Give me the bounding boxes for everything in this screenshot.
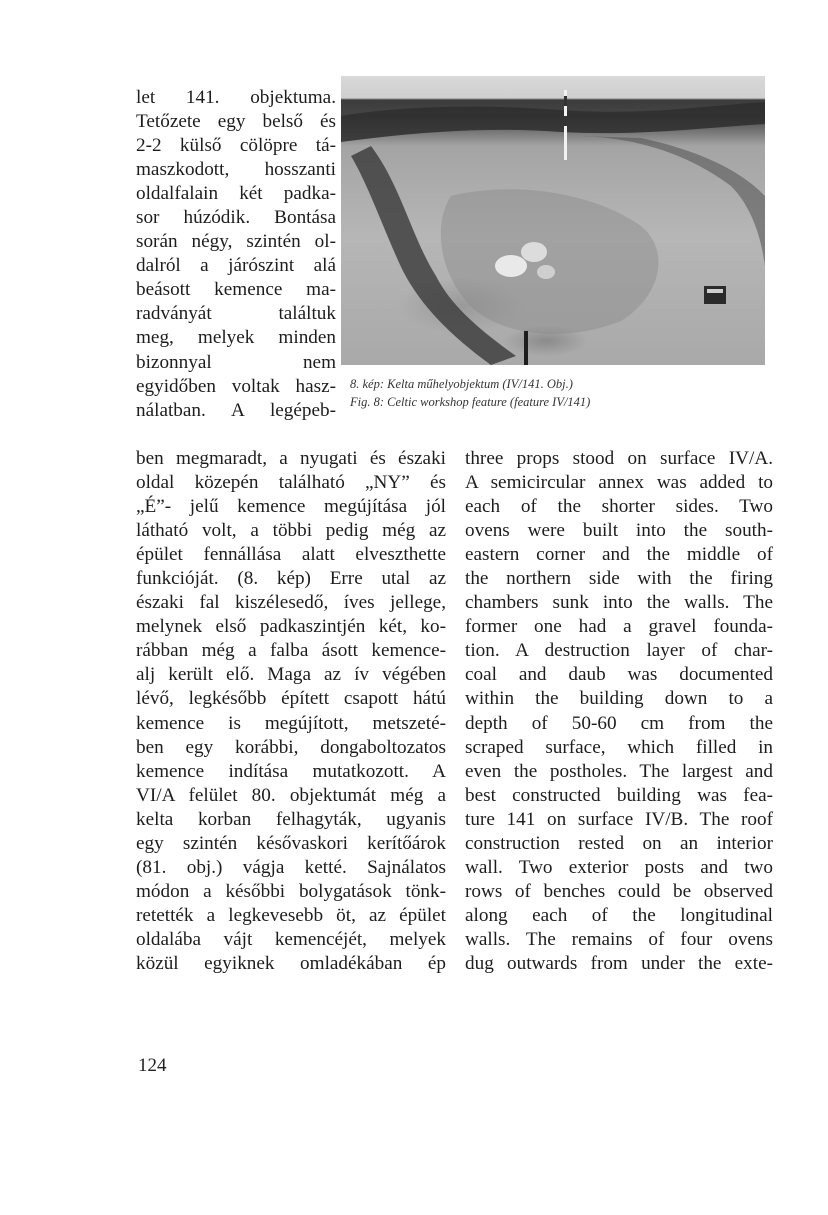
- text-line: ovens were built into the south-: [465, 520, 773, 542]
- hungarian-column-text: [136, 447, 446, 976]
- text-line: within the building down to a: [465, 688, 773, 710]
- text-line: ture 141 on surface IV/B. The roof: [465, 808, 773, 830]
- text-line: nálatban. A legépeb-: [136, 399, 336, 421]
- text-line: the northern side with the firing: [465, 568, 773, 590]
- text-line: melynek első padkaszintjén két, ko-: [136, 616, 446, 638]
- text-line: épület fennállása alatt elveszthette: [136, 544, 446, 566]
- text-line: módon a későbbi bolygatások tönk-: [136, 880, 446, 902]
- text-line: meg, melyek minden: [136, 327, 336, 349]
- photo-caption-english: Fig. 8: Celtic workshop feature (feature IV/141): [350, 395, 591, 409]
- text-line: (81. obj.) vágja ketté. Sajnálatos: [136, 856, 446, 878]
- text-line: radványát találtuk: [136, 303, 336, 325]
- text-line: beásott kemence ma-: [136, 279, 336, 301]
- text-line: maszkodott, hosszanti: [136, 159, 336, 181]
- text-line: sor húzódik. Bontása: [136, 207, 336, 229]
- text-line: kemence is megújított, metszeté-: [136, 712, 446, 734]
- text-line: even the postholes. The largest and: [465, 760, 773, 782]
- text-line: eastern corner and the middle of: [465, 544, 773, 566]
- text-line: oldalfalain két padka-: [136, 183, 336, 205]
- text-line: construction rested on an interior: [465, 832, 773, 854]
- text-line: egyidőben voltak hasz-: [136, 375, 336, 397]
- text-line: ben megmaradt, a nyugati és északi: [136, 448, 446, 469]
- text-line: kemence indítása mutatkozott. A: [136, 760, 446, 782]
- narrow-column-text: [136, 86, 336, 423]
- text-line: coal and daub was documented: [465, 664, 773, 686]
- text-line: ben egy korábbi, dongaboltozatos: [136, 736, 446, 758]
- text-line: three props stood on surface IV/A.: [465, 448, 773, 469]
- text-line: tion. A destruction layer of char-: [465, 640, 773, 662]
- text-line: „É”- jelű kemence megújítása jól: [136, 496, 446, 518]
- text-line: chambers sunk into the walls. The: [465, 592, 773, 614]
- text-line: Tetőzete egy belső és: [136, 111, 336, 133]
- text-line: each of the shorter sides. Two: [465, 496, 773, 518]
- text-line: along each of the longitudinal: [465, 904, 773, 926]
- text-line: során négy, szintén ol-: [136, 231, 336, 253]
- text-line: scraped surface, which filled in: [465, 736, 773, 758]
- text-line: let 141. objektuma.: [136, 87, 336, 108]
- text-line: lévő, legkésőbb épített csapott hátú: [136, 688, 446, 710]
- text-line: északi fal kiszélesedő, íves jellege,: [136, 592, 446, 614]
- text-line: 2-2 külső cölöpre tá-: [136, 135, 336, 157]
- page-number: 124: [138, 1055, 167, 1076]
- text-line: oldal közepén található „NY” és: [136, 472, 446, 494]
- text-line: alj került elő. Maga az ív végében: [136, 664, 446, 686]
- text-line: retették a legkevesebb öt, az épület: [136, 904, 446, 926]
- text-line: közül egyiknek omladékában ép: [136, 952, 446, 974]
- text-line: best constructed building was fea-: [465, 784, 773, 806]
- text-line: bizonnyal nem: [136, 351, 336, 373]
- text-line: rábban még a falba ásott kemence-: [136, 640, 446, 662]
- excavation-photo-drawing: [341, 76, 765, 365]
- text-line: oldalába vájt kemencéjét, melyek: [136, 928, 446, 950]
- text-line: depth of 50-60 cm from the: [465, 712, 773, 734]
- text-line: A semicircular annex was added to: [465, 472, 773, 494]
- text-line: kelta korban felhagyták, ugyanis: [136, 808, 446, 830]
- text-line: former one had a gravel founda-: [465, 616, 773, 638]
- text-line: VI/A felület 80. objektumát még a: [136, 784, 446, 806]
- text-line: wall. Two exterior posts and two: [465, 856, 773, 878]
- text-line: látható volt, a többi pedig még az: [136, 520, 446, 542]
- text-line: walls. The remains of four ovens: [465, 928, 773, 950]
- text-line: dug outwards from under the exte-: [465, 952, 773, 974]
- text-line: funkcióját. (8. kép) Erre utal az: [136, 568, 446, 590]
- text-line: dalról a járószint alá: [136, 255, 336, 277]
- english-column-text: [465, 447, 773, 976]
- text-line: egy szintén késővaskori kerítőárok: [136, 832, 446, 854]
- text-line: rows of benches could be observed: [465, 880, 773, 902]
- excavation-photo: [341, 76, 765, 365]
- photo-caption-hungarian: 8. kép: Kelta műhelyobjektum (IV/141. Obj.): [350, 377, 573, 391]
